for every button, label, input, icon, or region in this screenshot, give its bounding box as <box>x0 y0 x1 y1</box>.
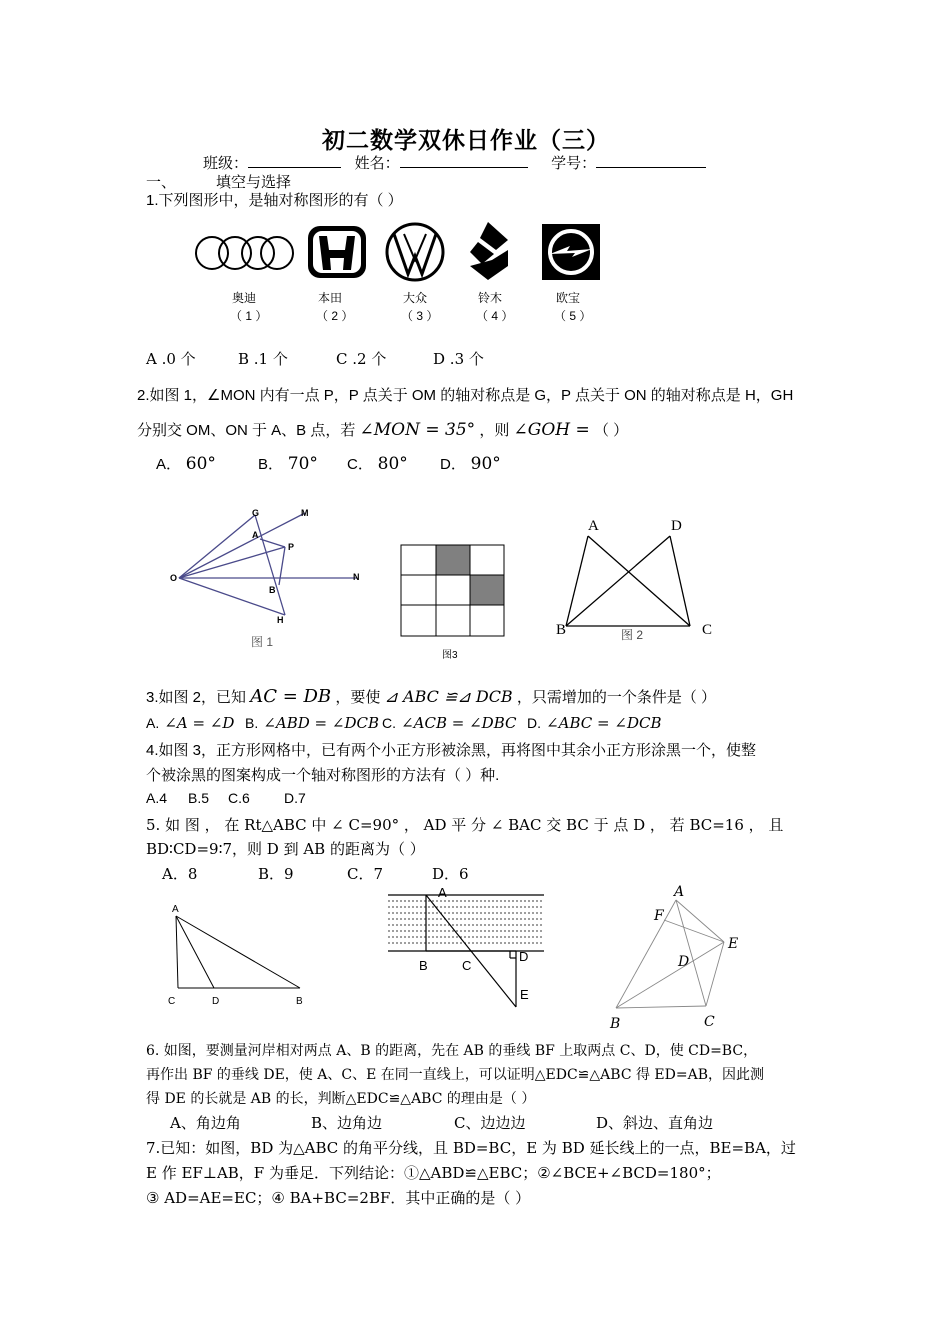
logo-name-1: 奥迪 <box>232 291 257 305</box>
q2-d-label: D． <box>440 456 466 473</box>
id-field[interactable] <box>596 153 706 168</box>
q3-option-d[interactable] <box>527 713 661 732</box>
q6-option-d[interactable]: D、斜边、直角边 <box>596 1114 714 1132</box>
page-title: 初二数学双休日作业（三） <box>322 127 610 154</box>
question-6-line2: 再作出 BF 的垂线 DE，使 A、C、E 在同一直线上，可以证明△EDC≌△ABC 得 ED=AB，因此测 <box>146 1067 765 1083</box>
audi-rings-icon <box>196 237 293 269</box>
q6-option-b[interactable]: B、边角边 <box>311 1114 383 1132</box>
q1-option-b[interactable]: B .1 个 <box>238 350 288 368</box>
fig2-label-a: A <box>588 518 599 534</box>
name-label: 姓名： <box>354 154 400 172</box>
logo-num-4: （ 4 ） <box>476 309 514 323</box>
fig1-caption: 图 1 <box>251 635 274 649</box>
q3-d-value: ∠ABC = ∠DCB <box>546 714 662 732</box>
class-label: 班级： <box>203 154 249 172</box>
river-label-d: D <box>519 949 529 964</box>
id-label: 学号： <box>551 154 597 172</box>
q2-b-label: B． <box>258 456 284 473</box>
q3-text-b: ，要使 <box>335 689 381 706</box>
river-label-b: B <box>419 958 428 973</box>
logo-name-2: 本田 <box>318 291 343 305</box>
q2-text-c: （ ） <box>593 422 629 439</box>
fig1-label-o: O <box>170 573 178 583</box>
opel-bolt-icon <box>542 224 600 280</box>
q4-option-d[interactable]: D.7 <box>284 790 306 806</box>
logo-num-1: （ 1 ） <box>230 309 268 323</box>
q4-option-c[interactable]: C.6 <box>228 790 250 806</box>
student-info <box>203 152 706 173</box>
question-7-line1: 7.已知：如图，BD 为△ABC 的角平分线，且 BD=BC，E 为 BD 延长线上的一点，BE=BA，过 <box>146 1139 796 1157</box>
river-label-e: E <box>520 987 529 1002</box>
logo-name-3: 大众 <box>403 291 428 305</box>
q4-option-a[interactable]: A.4 <box>146 790 168 806</box>
q3-a-label: A. <box>146 715 160 731</box>
q2-c-value: 80° <box>377 454 408 474</box>
q2-option-a[interactable] <box>156 453 216 474</box>
q5-fig-label-b: B <box>296 996 303 1007</box>
class-field[interactable] <box>248 153 341 168</box>
question-2-line2 <box>137 419 628 440</box>
fig2-label-b: B <box>556 622 567 638</box>
q2-a-label: A． <box>156 456 182 473</box>
question-3-stem <box>146 686 716 707</box>
logo-num-3: （ 3 ） <box>401 309 439 323</box>
q1-option-c[interactable]: C .2 个 <box>336 350 387 368</box>
fig1-label-h: H <box>277 615 284 625</box>
figure-q7-quad <box>600 880 750 1030</box>
river-label-c: C <box>462 958 472 973</box>
q5-option-d[interactable]: D．6 <box>432 865 469 883</box>
logo-num-5: （ 5 ） <box>554 309 592 323</box>
figure-q5-triangle <box>160 900 320 1015</box>
section-title: 填空与选择 <box>216 173 292 191</box>
q5-fig-label-c: C <box>168 996 176 1007</box>
figure-2 <box>550 512 720 647</box>
fig2-caption: 图 2 <box>621 628 644 642</box>
q5-fig-label-d: D <box>212 996 220 1007</box>
q2-option-b[interactable] <box>258 453 318 474</box>
q7-fig-label-c: C <box>704 1014 715 1030</box>
river-label-a: A <box>438 885 447 900</box>
q3-math-2: ⊿ ABC ≌⊿ DCB <box>384 687 513 706</box>
q7-fig-label-e: E <box>728 936 739 952</box>
question-4-line1: 4.如图 3，正方形网格中，已有两个小正方形被涂黑，再将图中其余小正方形涂黑一个，使整 <box>146 742 757 759</box>
q2-a-value: 60° <box>185 454 216 474</box>
question-2-line1: 2.如图 1，∠MON 内有一点 P，P 点关于 OM 的轴对称点是 G，P 点关于 ON 的轴对称点是 H，GH <box>137 387 794 404</box>
q3-text-c: ，只需增加的一个条件是（ ） <box>516 689 717 706</box>
question-5-line1: 5. 如 图 ， 在 Rt△ABC 中 ∠ C=90° ， AD 平 分 ∠ BAC 交 BC 于 点 D ， 若 BC=16 ， 且 <box>146 816 784 834</box>
name-field[interactable] <box>400 153 528 168</box>
q5-fig-label-a: A <box>172 904 179 915</box>
q2-option-c[interactable] <box>347 453 408 474</box>
q5-option-b[interactable]: B．9 <box>258 865 294 883</box>
q2-text-a: 分别交 OM、ON 于 A、B 点，若 <box>137 422 356 439</box>
q3-b-value: ∠ABD = ∠DCB <box>263 714 379 732</box>
q3-math-1: AC = DB <box>250 686 332 707</box>
q7-fig-label-a: A <box>674 884 685 900</box>
q3-c-value: ∠ACB = ∠DBC <box>401 714 517 732</box>
question-6-line3: 得 DE 的长就是 AB 的长，判断△EDC≌△ABC 的理由是（ ） <box>146 1091 536 1107</box>
q2-text-b: ，则 <box>479 422 510 439</box>
q6-option-c[interactable]: C、边边边 <box>454 1114 526 1132</box>
q1-option-a[interactable]: A .0 个 <box>146 350 196 368</box>
q7-fig-label-b: B <box>610 1016 621 1030</box>
honda-h-icon <box>308 226 366 278</box>
q4-option-b[interactable]: B.5 <box>188 790 210 806</box>
q3-option-c[interactable] <box>382 713 516 732</box>
question-7-line3: ③ AD=AE=EC；④ BA+BC=2BF．其中正确的是（ ） <box>146 1189 531 1207</box>
q2-b-value: 70° <box>287 454 318 474</box>
q3-c-label: C. <box>382 715 396 731</box>
q5-option-c[interactable]: C．7 <box>347 865 384 883</box>
car-logos <box>190 220 610 290</box>
fig1-label-b: B <box>269 585 276 595</box>
figure-3-grid <box>398 542 508 664</box>
fig1-label-g: G <box>252 508 260 518</box>
question-5-line2: BD∶CD=9∶7，则 D 到 AB 的距离为（ ） <box>146 840 425 858</box>
question-1-stem: 1.下列图形中，是轴对称图形的有（ ） <box>146 192 403 209</box>
q3-option-b[interactable] <box>245 713 379 732</box>
q2-option-d[interactable] <box>440 453 501 474</box>
q1-option-d[interactable]: D .3 个 <box>433 350 484 368</box>
fig2-label-d: D <box>671 518 682 534</box>
question-7-line2: E 作 EF⊥AB，F 为垂足．下列结论：①△ABD≌△EBC；②∠BCE+∠BCD=180°； <box>146 1164 721 1182</box>
q7-fig-label-d: D <box>678 954 690 970</box>
fig3-caption: 图3 <box>442 650 458 661</box>
q2-math-1: ∠MON = 35° <box>359 420 476 440</box>
volkswagen-vw-icon <box>387 224 443 280</box>
q3-a-value: ∠A = ∠D <box>164 714 235 732</box>
q5-option-a[interactable]: A．8 <box>162 865 198 883</box>
q3-text-a: 3.如图 2，已知 <box>146 689 247 706</box>
q7-fig-label-f: F <box>654 908 664 924</box>
question-4-line2: 个被涂黑的图案构成一个轴对称图形的方法有（ ）种. <box>146 767 500 784</box>
logo-name-5: 欧宝 <box>556 291 581 305</box>
logo-num-2: （ 2 ） <box>316 309 354 323</box>
logo-name-4: 铃木 <box>478 291 503 305</box>
q6-option-a[interactable]: A、角边角 <box>170 1114 241 1132</box>
q2-c-label: C． <box>347 456 373 473</box>
fig1-label-p: P <box>288 542 295 552</box>
fig1-label-a: A <box>252 530 259 540</box>
figure-1 <box>165 505 375 655</box>
q3-option-a[interactable] <box>146 713 234 732</box>
fig1-label-m: M <box>301 508 309 518</box>
q2-math-2: ∠GOH = <box>513 420 590 440</box>
q3-b-label: B. <box>245 715 259 731</box>
fig1-label-n: N <box>353 572 360 582</box>
q3-d-label: D. <box>527 715 541 731</box>
q2-d-value: 90° <box>470 454 501 474</box>
suzuki-s-icon <box>470 222 508 280</box>
question-6-line1: 6. 如图，要测量河岸相对两点 A、B 的距离，先在 AB 的垂线 BF 上取两点 C、D，使 CD=BC， <box>146 1043 758 1059</box>
section-number: 一、 <box>146 173 177 191</box>
figure-river <box>384 885 549 1015</box>
fig2-label-c: C <box>702 622 713 638</box>
